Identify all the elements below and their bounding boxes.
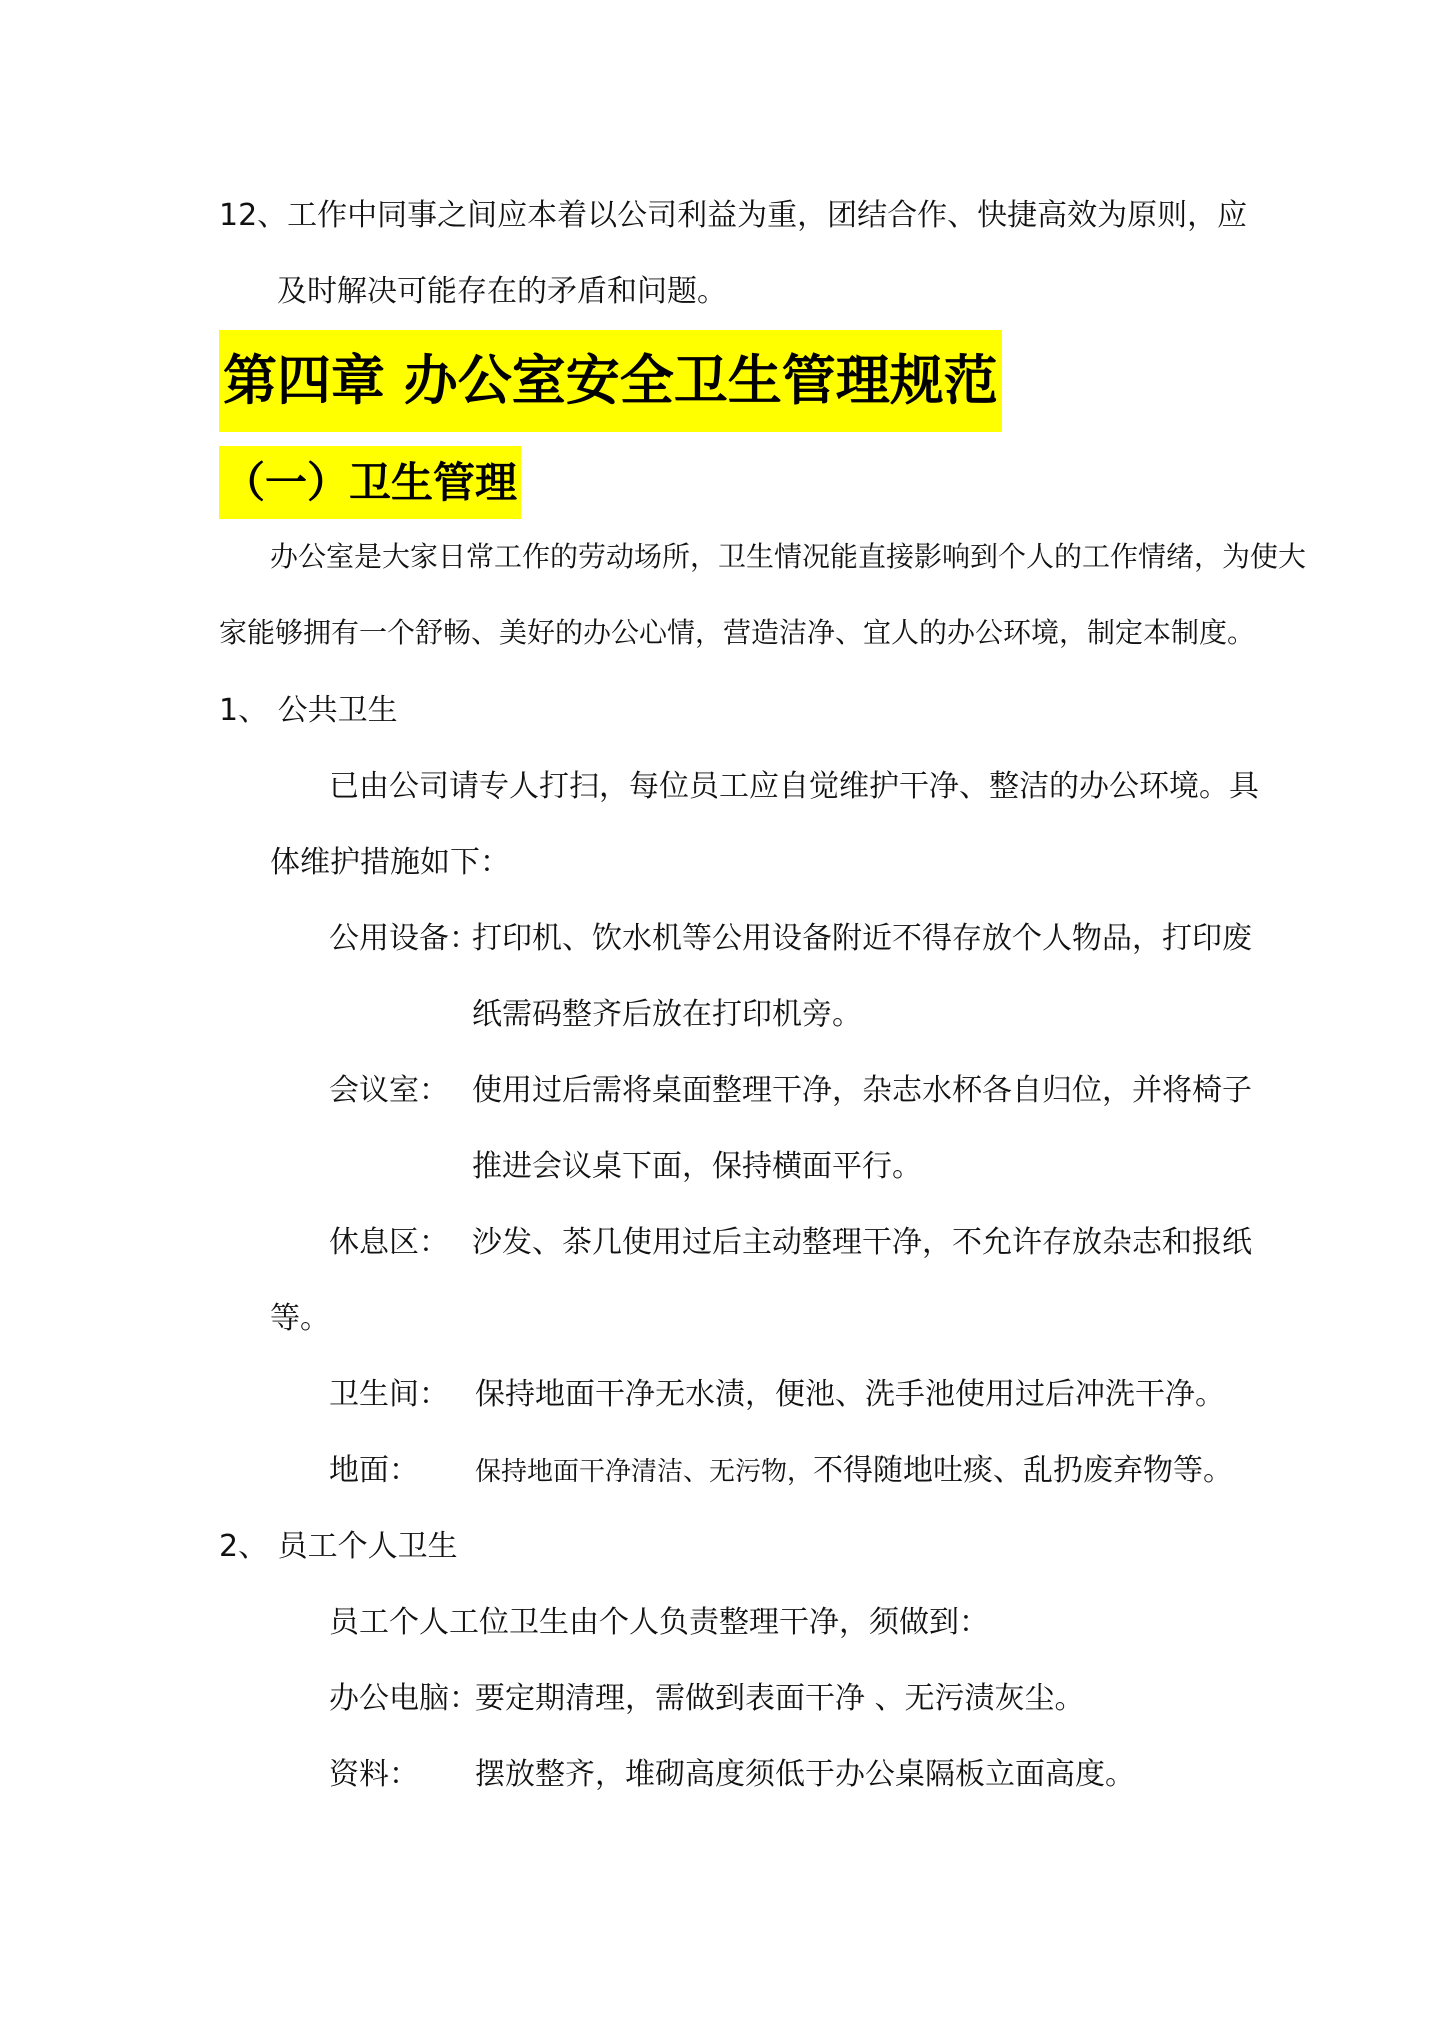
public-hygiene-desc-line-1: 已由公司请专人打扫，每位员工应自觉维护干净、整洁的办公环境。具 bbox=[329, 769, 1259, 804]
intro-line-1: 办公室是大家日常工作的劳动场所，卫生情况能直接影响到个人的工作情绪，为使大 bbox=[270, 540, 1307, 573]
chapter-title: 第四章 办公室安全卫生管理规范 bbox=[219, 330, 1002, 432]
floor-label: 地面： bbox=[329, 1453, 419, 1488]
personal-hygiene-heading: 2、 员工个人卫生 bbox=[219, 1529, 458, 1564]
computer-label: 办公电脑： bbox=[329, 1681, 479, 1716]
documents-label: 资料： bbox=[329, 1757, 419, 1792]
public-hygiene-heading: 1、 公共卫生 bbox=[219, 693, 398, 728]
floor-text-a: 保持地面干净清洁、无污物， bbox=[475, 1457, 814, 1487]
restroom-text: 保持地面干净无水渍，便池、洗手池使用过后冲洗干净。 bbox=[475, 1377, 1225, 1412]
floor-text-b: 不得随地吐痰、乱扔废弃物等。 bbox=[813, 1453, 1234, 1488]
lounge-line-2: 等。 bbox=[270, 1301, 330, 1336]
lounge-line-1: 沙发、茶几使用过后主动整理干净，不允许存放杂志和报纸 bbox=[472, 1225, 1252, 1260]
equipment-label: 公用设备： bbox=[329, 921, 479, 956]
intro-line-2: 家能够拥有一个舒畅、美好的办公心情，营造洁净、宜人的办公环境，制定本制度。 bbox=[219, 616, 1256, 649]
floor-text bbox=[475, 1451, 1233, 1492]
section-title: （一）卫生管理 bbox=[219, 446, 521, 519]
personal-hygiene-desc: 员工个人工位卫生由个人负责整理干净，须做到： bbox=[329, 1605, 989, 1640]
meeting-room-line-2: 推进会议桌下面，保持横面平行。 bbox=[472, 1149, 922, 1184]
computer-text: 要定期清理，需做到表面干净 、无污渍灰尘。 bbox=[475, 1681, 1085, 1716]
lounge-label: 休息区： bbox=[329, 1225, 449, 1260]
meeting-room-label: 会议室： bbox=[329, 1073, 449, 1108]
public-hygiene-desc-line-2: 体维护措施如下： bbox=[270, 845, 510, 880]
meeting-room-line-1: 使用过后需将桌面整理干净，杂志水杯各自归位，并将椅子 bbox=[472, 1073, 1252, 1108]
equipment-line-1: 打印机、饮水机等公用设备附近不得存放个人物品，打印废 bbox=[472, 921, 1252, 956]
documents-text: 摆放整齐，堆砌高度须低于办公桌隔板立面高度。 bbox=[475, 1757, 1135, 1792]
item-12-line-2: 及时解决可能存在的矛盾和问题。 bbox=[277, 274, 727, 309]
equipment-line-2: 纸需码整齐后放在打印机旁。 bbox=[472, 997, 862, 1032]
item-12-line-1: 12、工作中同事之间应本着以公司利益为重，团结合作、快捷高效为原则，应 bbox=[219, 198, 1248, 233]
restroom-label: 卫生间： bbox=[329, 1377, 449, 1412]
